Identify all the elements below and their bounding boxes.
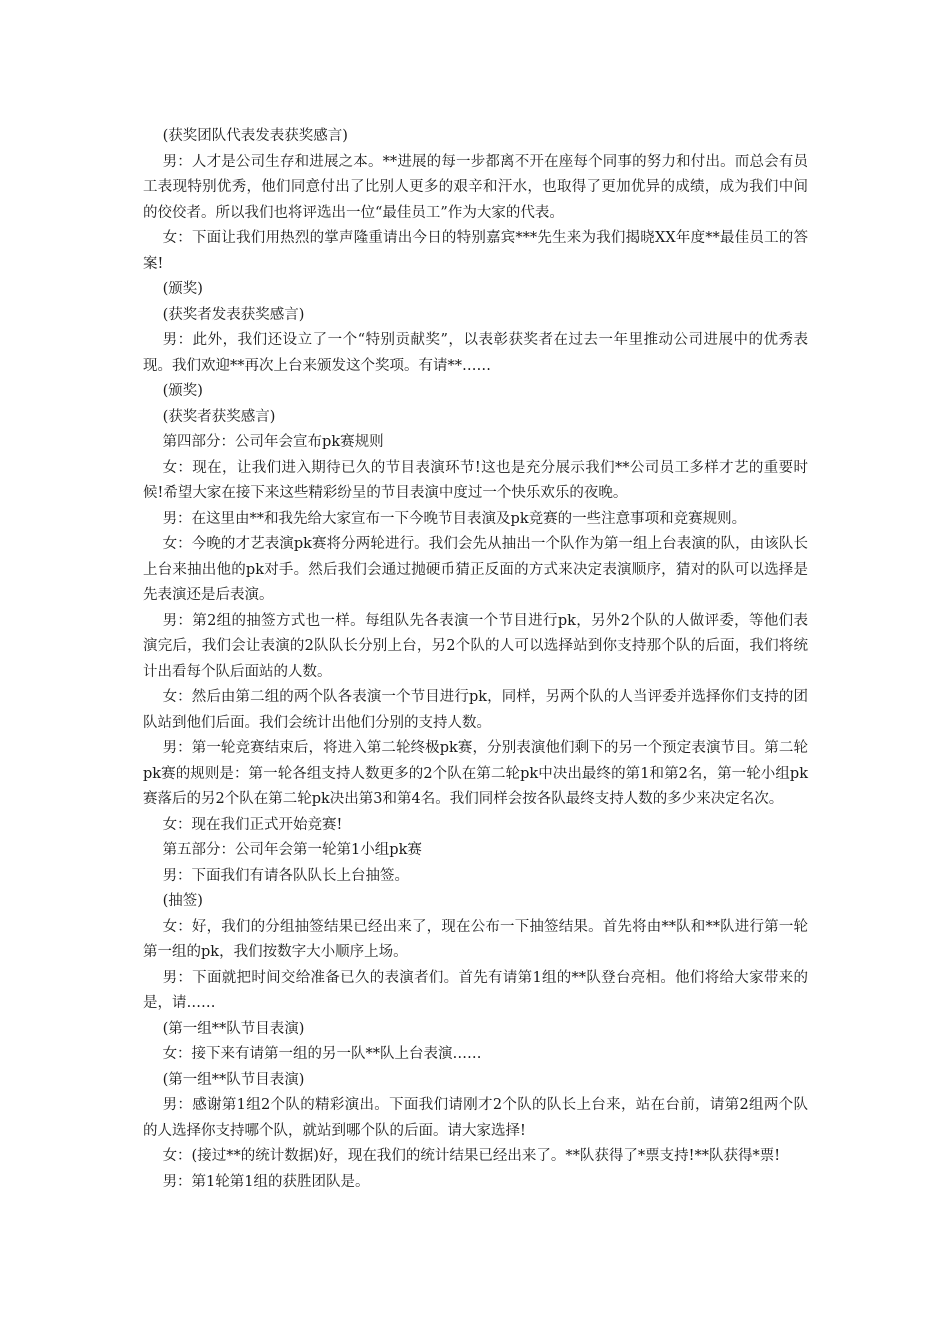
section-heading-part-five: 第五部分：公司年会第一轮第1小组pk赛 (162, 842, 422, 858)
paragraph-talent-foundation: 男：人才是公司生存和进展之本。**进展的每一步都离不开在座每个同事的努力和付出。而总会有员工表现特别优秀，他们同意付出了比别人更多的艰辛和汗水，也取得了更加优异的成绩，成为我们中间的佼佼者。所以我们也将评选出一位“最佳员工”作为大家的代表。 (143, 153, 808, 221)
paragraph-award-ceremony: (颁奖) (162, 281, 203, 297)
paragraph-second-team-intro: 女：接下来有请第一组的另一队**队上台表演…… (162, 1046, 482, 1062)
paragraph-special-guest: 女：下面让我们用热烈的掌声隆重请出今日的特别嘉宾***先生来为我们揭晓XX年度**最佳员工的答案! (143, 230, 808, 272)
paragraph-start-competition: 女：现在我们正式开始竞赛! (162, 816, 343, 833)
paragraph-rules-announce: 男：在这里由**和我先给大家宣布一下今晚节目表演及pk竞赛的一些注意事项和竞赛规则。 (162, 510, 747, 527)
paragraph-special-contribution: 男：此外，我们还设立了一个“特别贡献奖”，以表彰获奖者在过去一年里推动公司进展中的优秀表现。我们欢迎**再次上台来颁发这个奖项。有请**…… (143, 332, 808, 374)
section-heading-part-four: 第四部分：公司年会宣布pk赛规则 (162, 434, 384, 450)
document-page (143, 124, 808, 1195)
paragraph-group-two-draw: 男：第2组的抽签方式也一样。每组队先各表演一个节目进行pk，另外2个队的人做评委，等他们表演完后，我们会让表演的2队队长分别上台，另2个队的人可以选择站到你支持那个队的后面，我们将统计出看每个队后面站的人数。 (143, 612, 808, 680)
paragraph-second-team-performance: (第一组**队节目表演) (162, 1071, 305, 1088)
paragraph-two-rounds: 女：今晚的才艺表演pk赛将分两轮进行。我们会先从抽出一个队作为第一组上台表演的队，由该队长上台来抽出他的pk对手。然后我们会通过抛硬币猜正反面的方式来决定表演顺序，猜对的队可以选择是先表演还是后表演。 (143, 536, 808, 603)
paragraph-first-team-performance: (第一组**队节目表演) (162, 1020, 305, 1037)
paragraph-vote-results: 女：(接过**的统计数据)好，现在我们的统计结果已经出来了。**队获得了*票支持!**队获得*票! (162, 1148, 781, 1164)
paragraph-winner-speech: (获奖者发表获奖感言) (162, 306, 305, 323)
paragraph-winner-speech-2: (获奖者获奖感言) (162, 408, 276, 425)
paragraph-award-team-speech: (获奖团队代表发表获奖感言) (162, 128, 348, 144)
paragraph-group-two-perform: 女：然后由第二组的两个队各表演一个节目进行pk，同样，另两个队的人当评委并选择你们支持的团队站到他们后面。我们会统计出他们分别的支持人数。 (143, 689, 808, 731)
paragraph-winner-announce: 男：第1轮第1组的获胜团队是。 (162, 1173, 370, 1190)
paragraph-captains-draw: 男：下面我们有请各队队长上台抽签。 (162, 867, 410, 884)
paragraph-second-round-rules: 男：第一轮竞赛结束后，将进入第二轮终极pk赛，分别表演他们剩下的另一个预定表演节目。第二轮pk赛的规则是：第一轮各组支持人数更多的2个队在第二轮pk中决出最终的第1和第2名，第一轮小组pk赛落后的另2个队在第二轮pk决出第3和第4名。我们同样会按各队最终支持人数的多少来决定名次。 (143, 740, 808, 807)
paragraph-award-ceremony-2: (颁奖) (162, 383, 203, 399)
paragraph-drawing: (抽签) (162, 893, 203, 909)
paragraph-show-intro: 女：现在，让我们进入期待已久的节目表演环节!这也是充分展示我们**公司员工多样才艺的重要时候!希望大家在接下来这些精彩纷呈的节目表演中度过一个快乐欢乐的夜晚。 (143, 459, 808, 501)
paragraph-first-team-intro: 男：下面就把时间交给准备已久的表演者们。首先有请第1组的**队登台亮相。他们将给大家带来的是，请…… (143, 969, 808, 1011)
paragraph-thanks-and-vote: 男：感谢第1组2个队的精彩演出。下面我们请刚才2个队的队长上台来，站在台前，请第2组两个队的人选择你支持哪个队，就站到哪个队的后面。请大家选择! (143, 1097, 808, 1139)
paragraph-draw-results: 女：好，我们的分组抽签结果已经出来了，现在公布一下抽签结果。首先将由**队和**队进行第一轮第一组的pk，我们按数字大小顺序上场。 (143, 918, 808, 960)
